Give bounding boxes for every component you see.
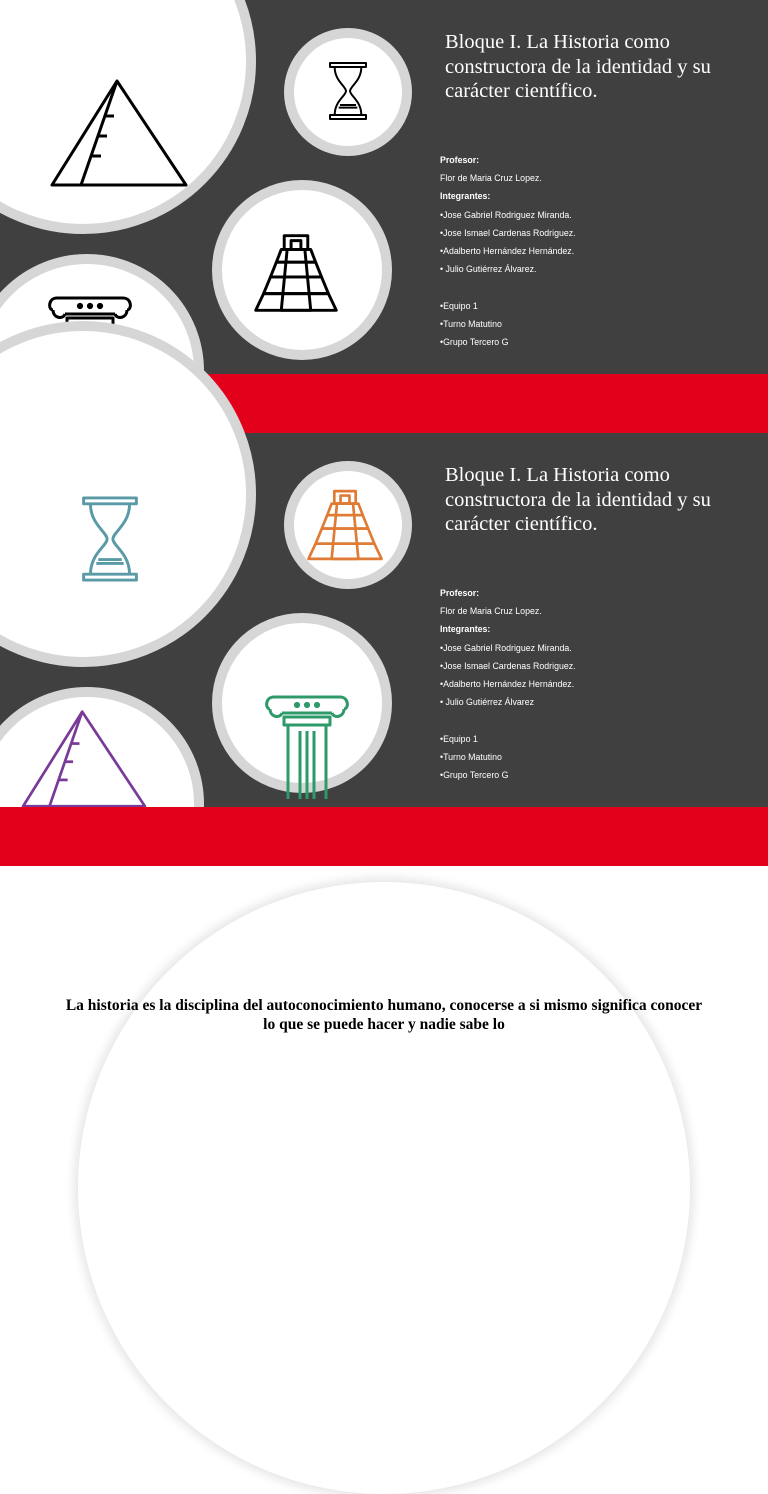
temple-icon	[242, 232, 350, 314]
slide-title: Bloque I. La Historia como constructora de la identidad y su carácter científico.	[445, 31, 711, 102]
member-item: •Jose Ismael Cardenas Rodriguez.	[440, 227, 576, 238]
detail-item: •Equipo 1	[440, 733, 478, 744]
profesor-label: Profesor:	[440, 155, 480, 165]
column-icon	[262, 691, 352, 801]
member-item: • Julio Gutiérrez Álvarez.	[440, 264, 537, 275]
temple-icon	[296, 487, 394, 563]
info-list	[440, 151, 760, 351]
integrantes-label: Integrantes:	[440, 624, 491, 635]
member-item: •Adalberto Hernández Hernández.	[440, 679, 575, 690]
detail-item: •Grupo Tercero G	[440, 770, 509, 781]
profesor-name: Flor de Maria Cruz Lopez.	[440, 173, 542, 184]
red-band	[0, 807, 768, 867]
hourglass-icon	[326, 61, 370, 121]
member-item: • Julio Gutiérrez Álvarez	[440, 697, 535, 708]
profesor-name: Flor de Maria Cruz Lopez.	[440, 606, 542, 617]
member-item: •Jose Gabriel Rodriguez Miranda.	[440, 209, 572, 220]
pyramid-icon	[20, 709, 148, 809]
body-paragraph: La historia es la disciplina del autoconocimiento humano, conocerse a si mismo significa conocer lo que se puede hacer y nadie sabe lo	[65, 997, 703, 1033]
profesor-label: Profesor:	[440, 588, 480, 598]
slide-2	[0, 433, 768, 867]
detail-item: •Turno Matutino	[440, 751, 502, 762]
member-item: •Jose Gabriel Rodriguez Miranda.	[440, 642, 572, 653]
hourglass-icon	[78, 495, 142, 583]
detail-item: •Turno Matutino	[440, 318, 502, 329]
detail-item: •Grupo Tercero G	[440, 337, 509, 348]
pyramid-icon	[49, 78, 189, 188]
large-circle	[78, 882, 690, 1494]
slide-3	[0, 866, 768, 1033]
info-list	[440, 584, 760, 784]
slide-title: Bloque I. La Historia como constructora de la identidad y su carácter científico.	[445, 464, 711, 535]
detail-item: •Equipo 1	[440, 300, 478, 311]
member-item: •Jose Ismael Cardenas Rodriguez.	[440, 660, 576, 671]
member-item: •Adalberto Hernández Hernández.	[440, 246, 575, 257]
integrantes-label: Integrantes:	[440, 191, 491, 202]
